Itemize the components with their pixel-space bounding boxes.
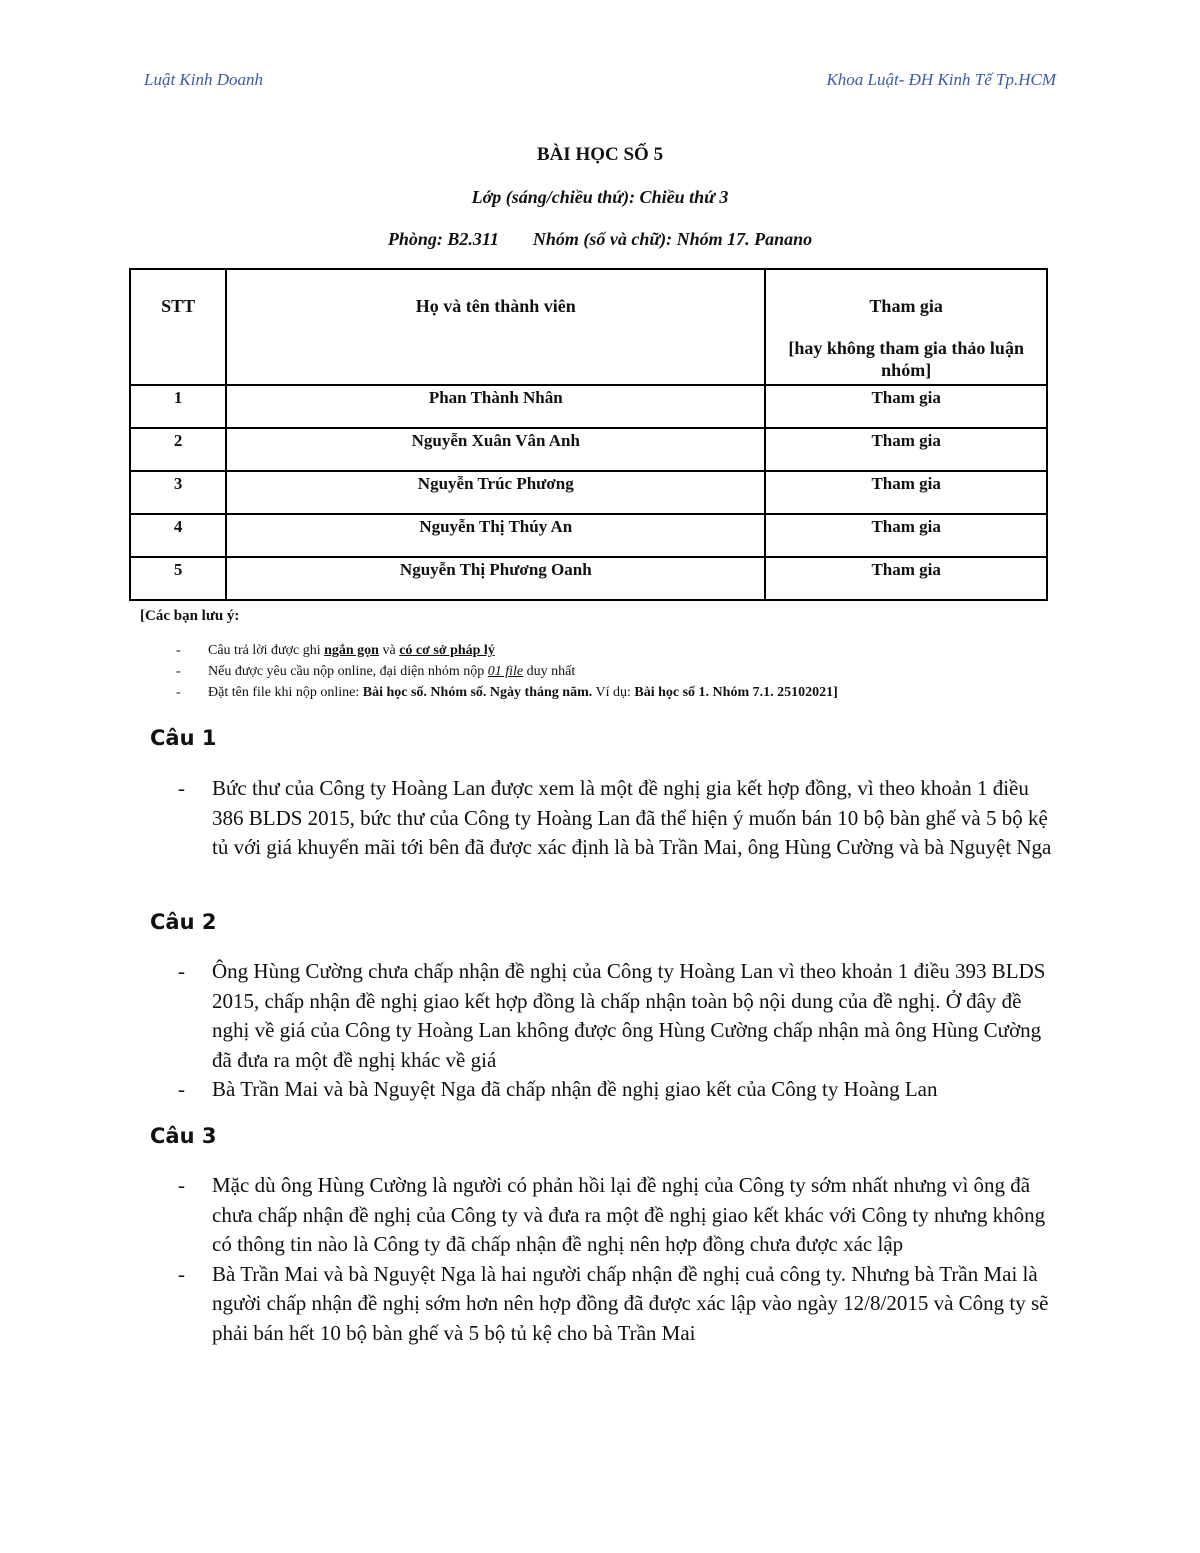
answer-item: - Bà Trần Mai và bà Nguyệt Nga đã chấp nhận đề nghị giao kết của Công ty Hoàng Lan	[172, 1075, 1062, 1105]
note-emphasis: 01 file	[487, 664, 524, 679]
notes-title: [Các bạn lưu ý:	[140, 608, 240, 624]
question-3-title: Câu 3	[150, 1124, 217, 1148]
note-item	[172, 640, 838, 661]
room-label: Phòng: B2.311	[387, 229, 499, 249]
note-item	[172, 682, 838, 703]
cell-name: Nguyễn Thị Phương Oanh	[226, 557, 765, 600]
table-header-row	[130, 269, 1047, 385]
cell-stt: 3	[130, 471, 226, 514]
header-name: Họ và tên thành viên	[226, 269, 765, 385]
note-text: và	[378, 643, 400, 658]
note-item	[172, 661, 838, 682]
group-label: Nhóm (số và chữ): Nhóm 17. Panano	[532, 229, 813, 249]
cell-stt: 1	[130, 385, 226, 428]
note-text: duy nhất	[523, 664, 576, 679]
members-table	[129, 268, 1048, 601]
table-row	[130, 471, 1047, 514]
cell-stt: 5	[130, 557, 226, 600]
page-title: BÀI HỌC SỐ 5	[536, 144, 664, 165]
answer-item: - Bà Trần Mai và bà Nguyệt Nga là hai người chấp nhận đề nghị cuả công ty. Nhưng bà Trần Mai là người chấp nhận đề nghị sớm hơn nên hợp đồng đã được xác lập vào ngày 12/8/2015 và Công ty sẽ phải bán hết 10 bộ bàn ghế và 5 bộ tủ kệ cho bà Trần Mai	[172, 1260, 1062, 1349]
table-row	[130, 557, 1047, 600]
answer-item: - Mặc dù ông Hùng Cường là người có phản hồi lại đề nghị của Công ty sớm nhất nhưng vì ông đã chưa chấp nhận đề nghị của Công ty và đưa ra một đề nghị giao kết khác với Công ty nhưng không có thông tin nào là Công ty đã chấp nhận đề nghị nên hợp đồng chưa được xác lập	[172, 1171, 1062, 1260]
note-emphasis: Bài học số 1. Nhóm 7.1. 25102021]	[634, 685, 838, 700]
room-group-line	[0, 229, 1200, 250]
question-3-answers	[172, 1171, 1062, 1348]
note-text: Đặt tên file khi nộp online:	[208, 685, 363, 700]
header-stt: STT	[130, 269, 226, 385]
note-emphasis: có cơ sở pháp lý	[399, 643, 495, 658]
header-faculty: Khoa Luật- ĐH Kinh Tế Tp.HCM	[826, 70, 1056, 89]
cell-stt: 4	[130, 514, 226, 557]
table-row	[130, 385, 1047, 428]
header-participate-sub: [hay không tham gia thảo luận nhóm]	[788, 338, 1024, 380]
class-line: Lớp (sáng/chiều thứ): Chiều thứ 3	[471, 187, 729, 207]
note-text: Ví dụ:	[592, 685, 635, 700]
cell-status: Tham gia	[765, 471, 1047, 514]
cell-status: Tham gia	[765, 514, 1047, 557]
notes-list	[172, 640, 838, 703]
cell-status: Tham gia	[765, 428, 1047, 471]
note-text: Nếu được yêu cầu nộp online, đại diện nhóm nộp	[208, 664, 488, 679]
table-row	[130, 428, 1047, 471]
header-course: Luật Kinh Doanh	[144, 70, 264, 89]
cell-name: Nguyễn Thị Thúy An	[226, 514, 765, 557]
answer-item: - Ông Hùng Cường chưa chấp nhận đề nghị của Công ty Hoàng Lan vì theo khoản 1 điều 393 BLDS 2015, chấp nhận đề nghị giao kết hợp đồng là chấp nhận toàn bộ nội dung của đề nghị. Ở đây đề nghị về giá của Công ty Hoàng Lan không được ông Hùng Cường chấp nhận mà ông Hùng Cường đã đưa ra một đề nghị khác về giá	[172, 957, 1062, 1075]
answer-item: - Bức thư của Công ty Hoàng Lan được xem là một đề nghị gia kết hợp đồng, vì theo khoản 1 điều 386 BLDS 2015, bức thư của Công ty Hoàng Lan đã thể hiện ý muốn bán 10 bộ bàn ghế và 5 bộ kệ tủ với giá khuyến mãi tới bên đã được xác định là bà Trần Mai, ông Hùng Cường và bà Nguyệt Nga	[172, 774, 1062, 863]
question-2-title: Câu 2	[150, 910, 217, 934]
header-participate-label: Tham gia	[869, 296, 943, 316]
header-participate	[765, 269, 1047, 385]
cell-status: Tham gia	[765, 385, 1047, 428]
question-1-title: Câu 1	[150, 726, 217, 750]
question-2-answers	[172, 957, 1062, 1105]
cell-name: Phan Thành Nhân	[226, 385, 765, 428]
note-emphasis: ngắn gọn	[324, 643, 379, 658]
cell-status: Tham gia	[765, 557, 1047, 600]
table-row	[130, 514, 1047, 557]
cell-name: Nguyễn Trúc Phương	[226, 471, 765, 514]
note-text: Câu trả lời được ghi	[208, 643, 325, 658]
cell-name: Nguyễn Xuân Vân Anh	[226, 428, 765, 471]
note-emphasis: Bài học số. Nhóm số. Ngày tháng năm.	[362, 685, 593, 700]
question-1-answers	[172, 774, 1062, 863]
cell-stt: 2	[130, 428, 226, 471]
